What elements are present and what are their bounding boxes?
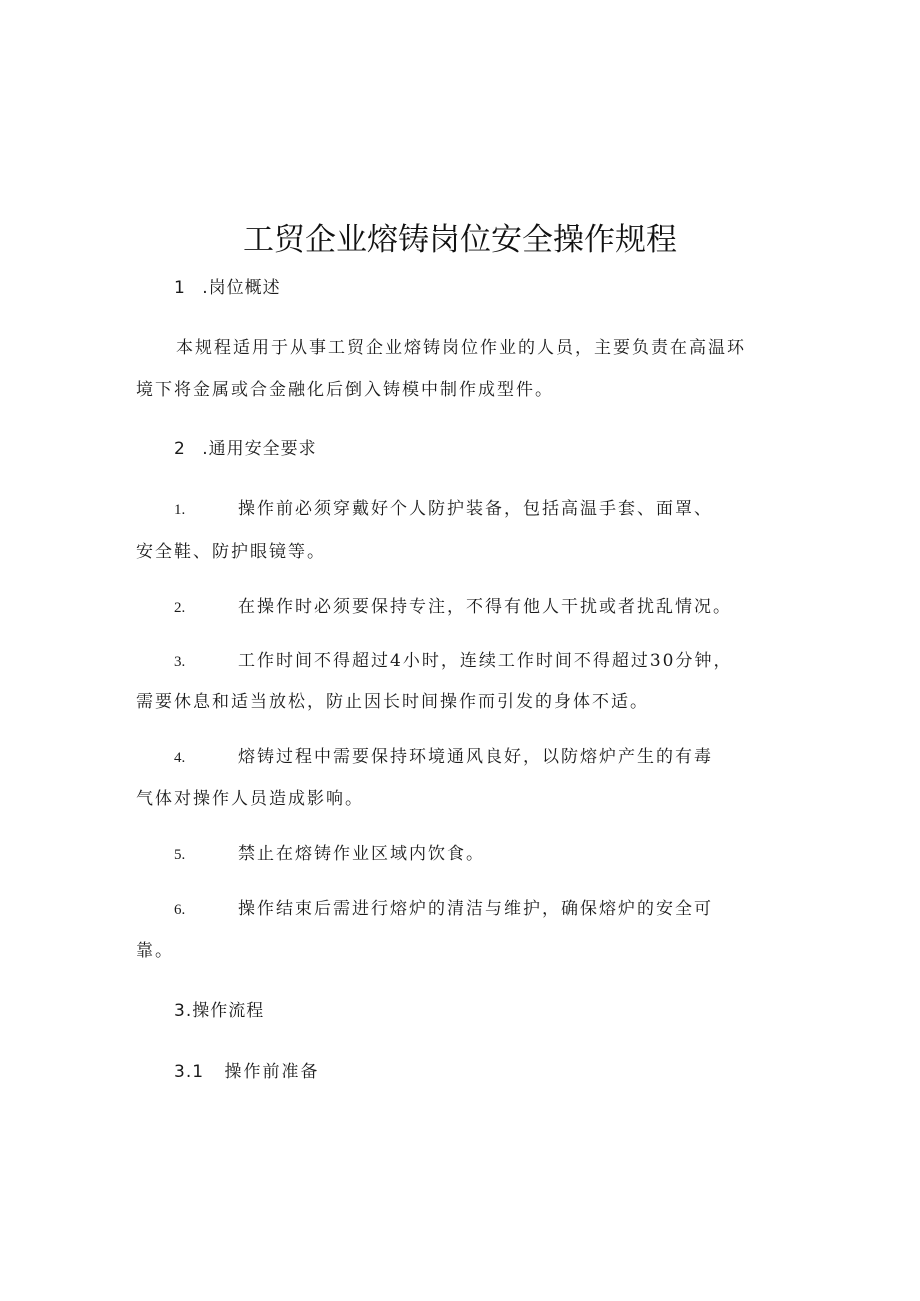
list-item-line-1: 操作结束后需进行熔炉的清洁与维护，确保熔炉的安全可	[238, 899, 713, 919]
list-item-line-1: 熔铸过程中需要保持环境通风良好，以防熔炉产生的有毒	[238, 747, 713, 767]
list-item-line-2: 靠。	[136, 941, 174, 961]
subsection-3-1-number: 3.1	[174, 1062, 205, 1082]
list-item-line-1: 工作时间不得超过4小时，连续工作时间不得超过30分钟，	[238, 651, 733, 671]
list-item-number: 3.	[174, 654, 186, 670]
list-item-line-2: 需要休息和适当放松，防止因长时间操作而引发的身体不适。	[136, 692, 649, 712]
list-item-number: 2.	[174, 600, 186, 616]
list-item-line-1: 禁止在熔铸作业区域内饮食。	[238, 844, 485, 864]
section-2-title: .通用安全要求	[202, 439, 317, 459]
section-1-paragraph-line-1: 本规程适用于从事工贸企业熔铸岗位作业的人员，主要负责在高温环	[176, 338, 746, 358]
list-item-number: 5.	[174, 847, 186, 863]
list-item-line-2: 气体对操作人员造成影响。	[136, 789, 364, 809]
section-2-number: 2	[174, 439, 186, 459]
section-1-heading	[174, 276, 281, 300]
section-2-heading	[174, 437, 317, 461]
list-item-line-1: 在操作时必须要保持专注，不得有他人干扰或者扰乱情况。	[238, 597, 732, 617]
subsection-3-1-title: 操作前准备	[224, 1062, 320, 1082]
document-title: 工贸企业熔铸岗位安全操作规程	[243, 222, 677, 258]
section-3-heading: 3.操作流程	[174, 1001, 265, 1021]
section-1-paragraph-line-2: 境下将金属或合金融化后倒入铸模中制作成型件。	[136, 380, 554, 400]
list-item-line-2: 安全鞋、防护眼镜等。	[136, 542, 326, 562]
list-item-number: 4.	[174, 750, 186, 766]
subsection-3-1-heading	[174, 1060, 319, 1084]
section-1-number: 1	[174, 278, 186, 298]
list-item-number: 6.	[174, 902, 186, 918]
list-item-line-1: 操作前必须穿戴好个人防护装备，包括高温手套、面罩、	[238, 499, 713, 519]
list-item-number: 1.	[174, 502, 186, 518]
section-1-title: .岗位概述	[202, 278, 281, 298]
